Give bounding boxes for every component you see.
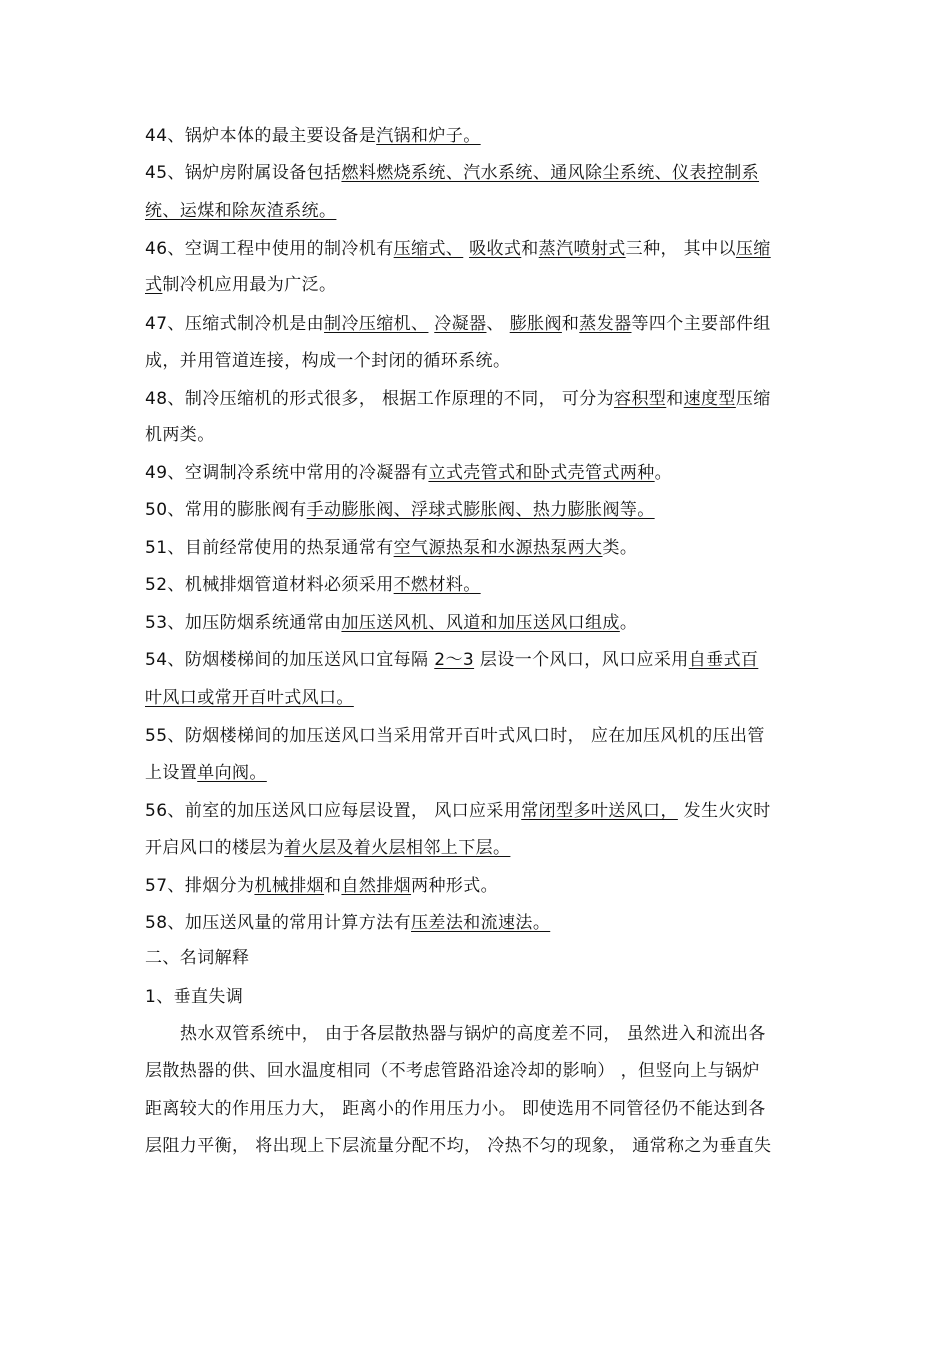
text-line: [145, 836, 810, 860]
text-segment: 层阻力平衡， 将出现上下层流量分配不均， 冷热不匀的现象， 通常称之为垂直失: [145, 1136, 772, 1156]
underlined-answer: 汽锅和炉子。: [376, 126, 481, 146]
text-line: [145, 423, 810, 447]
text-line: [145, 874, 810, 898]
text-segment: 58、加压送风量的常用计算方法有: [145, 913, 412, 933]
text-segment: 1、垂直失调: [145, 987, 244, 1007]
text-segment: 48、制冷压缩机的形式很多， 根据工作原理的不同， 可分为: [145, 389, 615, 409]
underlined-answer: 立式壳管式和卧式壳管式两种: [428, 463, 655, 483]
underlined-answer: 冷凝器: [434, 314, 487, 334]
text-line: [145, 498, 810, 522]
text-segment: 成，并用管道连接，构成一个封闭的循环系统。: [145, 351, 511, 371]
text-segment: 距离较大的作用压力大， 距离小的作用压力小。 即使选用不同管径仍不能达到各: [145, 1099, 766, 1119]
text-line: [145, 611, 810, 635]
text-line: [180, 1022, 845, 1046]
underlined-answer: 膨胀阀: [509, 314, 562, 334]
underlined-answer: 压缩式、: [393, 239, 464, 259]
text-segment: 。: [619, 613, 638, 633]
text-line: [145, 237, 810, 261]
text-line: [145, 536, 810, 560]
text-segment: 57、排烟分为: [145, 876, 255, 896]
underlined-answer: 机械排烟: [254, 876, 325, 896]
text-segment: 和: [324, 876, 342, 896]
text-line: [145, 1134, 810, 1158]
text-segment: 层散热器的供、回水温度相同（不考虑管路沿途冷却的影响） ，但竖向上与锅炉: [145, 1061, 760, 1081]
text-segment: 和: [561, 314, 580, 334]
underlined-answer: 蒸汽喷射式: [538, 239, 626, 259]
underlined-answer: 吸收式: [469, 239, 522, 259]
underlined-answer: 2～3: [434, 650, 475, 670]
underlined-answer: 统、运煤和除灰渣系统。: [145, 201, 337, 221]
text-segment: 53、加压防烟系统通常由: [145, 613, 342, 633]
text-segment: 开启风口的楼层为: [145, 838, 285, 858]
text-line: [145, 761, 810, 785]
underlined-answer: 单向阀。: [197, 763, 267, 783]
text-segment: 类。: [602, 538, 638, 558]
text-line: [145, 648, 810, 672]
text-line: [145, 1059, 810, 1083]
text-segment: 二、名词解释: [145, 948, 250, 968]
underlined-answer: 压差法和流速法。: [411, 913, 551, 933]
text-line: [145, 387, 810, 411]
text-segment: 。: [654, 463, 673, 483]
text-segment: 和: [666, 389, 684, 409]
text-segment: 55、防烟楼梯间的加压送风口当采用常开百叶式风口时， 应在加压风机的压出管: [145, 726, 765, 746]
underlined-answer: 式: [145, 275, 163, 295]
text-segment: 46、空调工程中使用的制冷机有: [145, 239, 394, 259]
text-line: [145, 349, 810, 373]
text-line: [145, 911, 810, 935]
text-segment: 等四个主要部件组: [631, 314, 771, 334]
text-segment: 和: [521, 239, 539, 259]
underlined-answer: 加压送风机、风道和加压送风口组成: [341, 613, 620, 633]
text-line: [145, 724, 810, 748]
text-segment: 发生火灾时: [677, 801, 771, 821]
text-segment: 47、压缩式制冷机是由: [145, 314, 325, 334]
text-segment: 层设一个风口，风口应采用: [474, 650, 689, 670]
underlined-answer: 叶风口或常开百叶式风口。: [145, 688, 354, 708]
text-line: [145, 461, 810, 485]
text-line: [145, 273, 810, 297]
text-segment: 45、锅炉房附属设备包括: [145, 163, 342, 183]
text-line: [145, 686, 810, 710]
text-segment: 制冷机应用最为广泛。: [162, 275, 337, 295]
text-segment: 56、前室的加压送风口应每层设置， 风口应采用: [145, 801, 522, 821]
underlined-answer: 着火层及着火层相邻上下层。: [284, 838, 511, 858]
text-line: [145, 573, 810, 597]
text-segment: 、: [486, 314, 510, 334]
text-segment: 51、目前经常使用的热泵通常有: [145, 538, 394, 558]
underlined-answer: 自垂式百: [688, 650, 759, 670]
text-segment: 热水双管系统中， 由于各层散热器与锅炉的高度差不同， 虽然进入和流出各: [180, 1024, 766, 1044]
underlined-answer: 蒸发器: [579, 314, 632, 334]
underlined-answer: 不燃材料。: [393, 575, 481, 595]
text-line: [145, 161, 810, 185]
underlined-answer: 常闭型多叶送风口，: [521, 801, 678, 821]
underlined-answer: 自然排烟: [341, 876, 412, 896]
text-line: [145, 985, 810, 1009]
text-segment: 50、常用的膨胀阀有: [145, 500, 307, 520]
text-line: [145, 799, 810, 823]
underlined-answer: 压缩: [735, 239, 771, 259]
text-segment: 52、机械排烟管道材料必须采用: [145, 575, 394, 595]
text-line: [145, 312, 810, 336]
text-segment: 三种， 其中以: [625, 239, 736, 259]
text-segment: 上设置: [145, 763, 198, 783]
text-segment: 49、空调制冷系统中常用的冷凝器有: [145, 463, 429, 483]
underlined-answer: 速度型: [683, 389, 736, 409]
text-line: [145, 199, 810, 223]
text-segment: 54、防烟楼梯间的加压送风口宜每隔: [145, 650, 435, 670]
underlined-answer: 手动膨胀阀、浮球式膨胀阀、热力膨胀阀等。: [306, 500, 655, 520]
underlined-answer: 制冷压缩机、: [324, 314, 429, 334]
text-line: [145, 1097, 810, 1121]
underlined-answer: 容积型: [614, 389, 667, 409]
text-segment: 44、锅炉本体的最主要设备是: [145, 126, 377, 146]
text-line: [145, 124, 810, 148]
text-line: [145, 946, 810, 970]
text-segment: 机两类。: [145, 425, 215, 445]
text-segment: 两种形式。: [411, 876, 499, 896]
underlined-answer: 燃料燃烧系统、汽水系统、通风除尘系统、仪表控制系: [341, 163, 760, 183]
underlined-answer: 空气源热泵和水源热泵两大: [393, 538, 603, 558]
text-segment: 压缩: [735, 389, 771, 409]
